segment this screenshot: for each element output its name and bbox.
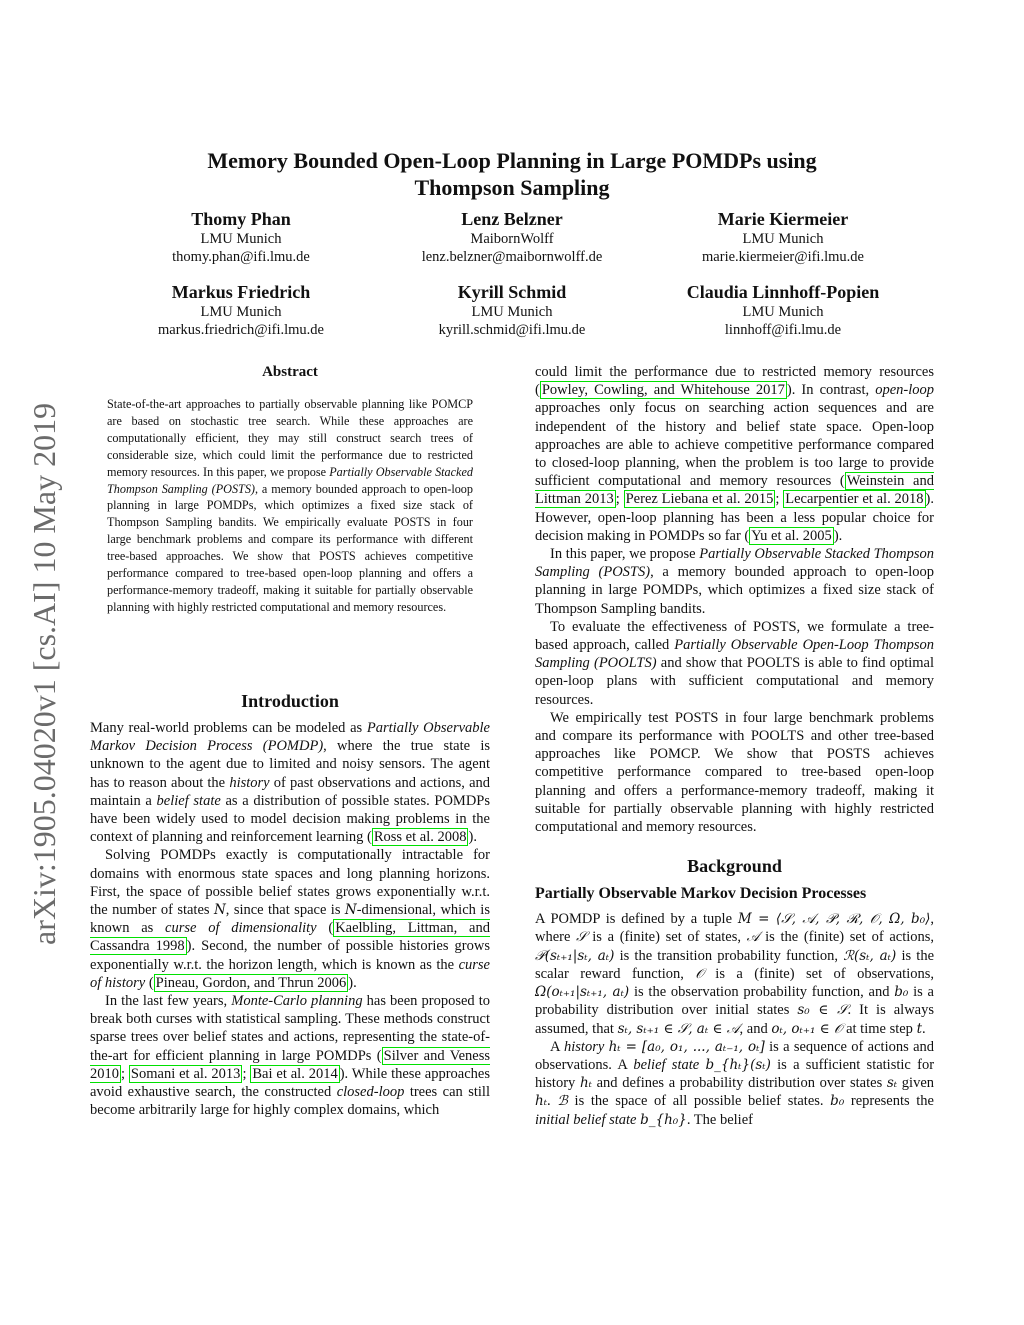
author-block	[633, 208, 933, 266]
author-affiliation: MaibornWolff	[470, 231, 554, 247]
paper-title	[120, 147, 904, 201]
right-column	[535, 363, 934, 1129]
citation-link[interactable]: Pineau, Gordon, and Thrun 2006	[155, 974, 347, 991]
author-name: Kyrill Schmid	[457, 282, 567, 302]
intro-paragraph: could limit the performance due to restricted memory resources ( Powley, Cowling, and Whitehouse 2017 ). In contrast, open-loop approaches only focus on searching action sequences and are independent of the history and belief state space. Open-loop approaches are able to achieve competitive performance compared to closed-loop planning, when the problem is too large to provide sufficient computational and memory resources ( Weinstein and Littman 2013 ; Perez Liebana et al. 2015 ; Lecarpentier et al. 2018 ). However, open-loop planning has been a less popular choice for decision making in POMDPs so far ( Yu et al. 2005 ).	[535, 364, 934, 544]
abstract-body: State-of-the-art approaches to partially observable planning like POMCP are based on stochastic tree search. While these approaches are computationally efficient, they may still construct search trees of considerable size, which could limit the performance due to restricted memory resources. In this paper, we propose Partially Observable Stacked Thompson Sampling (POSTS), a memory bounded approach to open-loop planning in large POMDPs, which optimizes a fixed size stack of Thompson Sampling bandits. We empirically evaluate POSTS in four large benchmark problems and compare its performance with different tree-based approaches. We show that POSTS achieves competitive performance compared to tree-based open-loop planning and offers a performance-memory tradeoff, making it suitable for partially observable planning with highly restricted computational and memory resources.	[107, 397, 473, 614]
author-email: linnhoff@ifi.lmu.de	[724, 322, 842, 338]
left-column	[90, 689, 490, 1119]
title-line-2: Thompson Sampling	[414, 175, 610, 200]
author-email: thomy.phan@ifi.lmu.de	[172, 249, 310, 265]
citation-link[interactable]: Silver and Veness 2010	[90, 1047, 490, 1082]
author-name: Thomy Phan	[191, 209, 291, 229]
intro-paragraph: In the last few years, Monte-Carlo planning has been proposed to break both curses with statistical sampling. These methods construct sparse trees over belief states and actions, representing the state-of-the-art for efficient planning in large POMDPs ( Silver and Veness 2010 ; Somani et al. 2013 ; Bai et al. 2014 ). While these approaches avoid exhaustive search, the constructed closed-loop trees can still become arbitrarily large for highly complex domains, which	[90, 993, 490, 1119]
intro-paragraph: To evaluate the effectiveness of POSTS, we formulate a tree-based approach, called Partially Observable Open-Loop Thompson Sampling (POOLTS) and show that POOLTS is able to find optimal open-loop plans with sufficient computational and memory resources.	[535, 618, 935, 708]
citation-link[interactable]: Powley, Cowling, and Whitehouse 2017	[541, 382, 785, 399]
background-paragraph: A history hₜ = [a₀, o₁, ..., aₜ₋₁, oₜ] is a sequence of actions and observations. A belief state b_{hₜ}(sₜ) is a sufficient statistic for history hₜ and defines a probability distribution over states sₜ given hₜ. ℬ is the space of all possible belief states. b₀ represents the initial belief state b_{h₀}. The belief	[535, 1038, 935, 1128]
citation-link[interactable]: Yu et al. 2005	[751, 527, 832, 544]
author-block	[91, 281, 391, 339]
author-email: lenz.belzner@maibornwolff.de	[421, 249, 603, 265]
author-block	[362, 281, 662, 339]
background-paragraph: A POMDP is defined by a tuple M = ⟨𝒮, 𝒜, 𝒫, ℛ, 𝒪, Ω, b₀⟩, where 𝒮 is a (finite) set of states, 𝒜 is the (finite) set of actions, 𝒫(sₜ₊₁|sₜ, aₜ) is the transition probability function, ℛ(sₜ, aₜ) is the scalar reward function, 𝒪 is a (finite) set of observations, Ω(oₜ₊₁|sₜ₊₁, aₜ) is the observation probability function, and b₀ is a probability distribution over initial states s₀ ∈ 𝒮. It is always assumed, that sₜ, sₜ₊₁ ∈ 𝒮, aₜ ∈ 𝒜, and oₜ, oₜ₊₁ ∈ 𝒪 at time step t.	[535, 911, 935, 1037]
introduction-heading: Introduction	[241, 691, 339, 711]
citation-link[interactable]: Perez Liebana et al. 2015	[625, 491, 774, 508]
author-block	[91, 208, 391, 266]
citation-link[interactable]: Somani et al. 2013	[130, 1065, 241, 1082]
intro-paragraph: In this paper, we propose Partially Observable Stacked Thompson Sampling (POSTS), a memory bounded approach to open-loop planning in large POMDPs, which optimizes a fixed size stack of Thompson Sampling bandits.	[535, 546, 935, 617]
author-email: markus.friedrich@ifi.lmu.de	[158, 322, 324, 338]
citation-link[interactable]: Ross et al. 2008	[373, 829, 467, 846]
author-block	[633, 281, 933, 339]
title-line-1: Memory Bounded Open-Loop Planning in Large POMDPs using	[207, 148, 817, 173]
author-affiliation: LMU Munich	[742, 304, 824, 320]
intro-paragraph: Many real-world problems can be modeled as Partially Observable Markov Decision Process (POMDP), where the true state is unknown to the agent due to limited and noisy sensors. The agent has to reason about the history of past observations and actions, and maintain a belief state as a distribution of possible states. POMDPs have been widely used to model decision making problems in the context of planning and reinforcement learning ( Ross et al. 2008 ).	[90, 720, 491, 846]
citation-link[interactable]: Weinstein and Littman 2013	[535, 473, 934, 508]
author-affiliation: LMU Munich	[471, 304, 553, 320]
citation-link[interactable]: Kaelbling, Littman, and Cassandra 1998	[90, 920, 490, 955]
intro-paragraph: We empirically test POSTS in four large benchmark problems and compare its performance with POOLTS and other tree-based approaches like POMCP. We show that POSTS achieves competitive performance compared to tree-based open-loop planning and offers a performance-memory tradeoff, making it suitable for partially observable planning with highly restricted computational and memory resources.	[535, 709, 934, 836]
intro-paragraph: Solving POMDPs exactly is computationally intractable for domains with enormous state spaces and long planning horizons. First, the space of possible belief states grows exponentially w.r.t. the number of states N, since that space is N-dimensional, which is known as curse of dimensionality ( Kaelbling, Littman, and Cassandra 1998 ). Second, the number of possible histories grows exponentially w.r.t. the horizon length, which is known as the curse of history ( Pineau, Gordon, and Thrun 2006 ).	[90, 847, 490, 991]
author-name: Lenz Belzner	[461, 209, 563, 229]
pomdp-subheading: Partially Observable Markov Decision Processes	[535, 885, 867, 903]
author-block	[362, 208, 662, 266]
author-name: Claudia Linnhoff-Popien	[686, 282, 880, 302]
arxiv-sidebar-stamp: arXiv:1905.04020v1 [cs.AI] 10 May 2019	[26, 402, 62, 945]
author-email: marie.kiermeier@ifi.lmu.de	[702, 249, 864, 265]
author-affiliation: LMU Munich	[200, 304, 282, 320]
author-email: kyrill.schmid@ifi.lmu.de	[438, 322, 586, 338]
abstract-heading: Abstract	[262, 364, 318, 380]
author-affiliation: LMU Munich	[742, 231, 824, 247]
citation-link[interactable]: Lecarpentier et al. 2018	[785, 491, 924, 508]
author-affiliation: LMU Munich	[200, 231, 282, 247]
author-name: Markus Friedrich	[171, 282, 311, 302]
background-heading: Background	[687, 856, 782, 877]
author-name: Marie Kiermeier	[717, 209, 849, 229]
citation-link[interactable]: Bai et al. 2014	[252, 1065, 338, 1082]
